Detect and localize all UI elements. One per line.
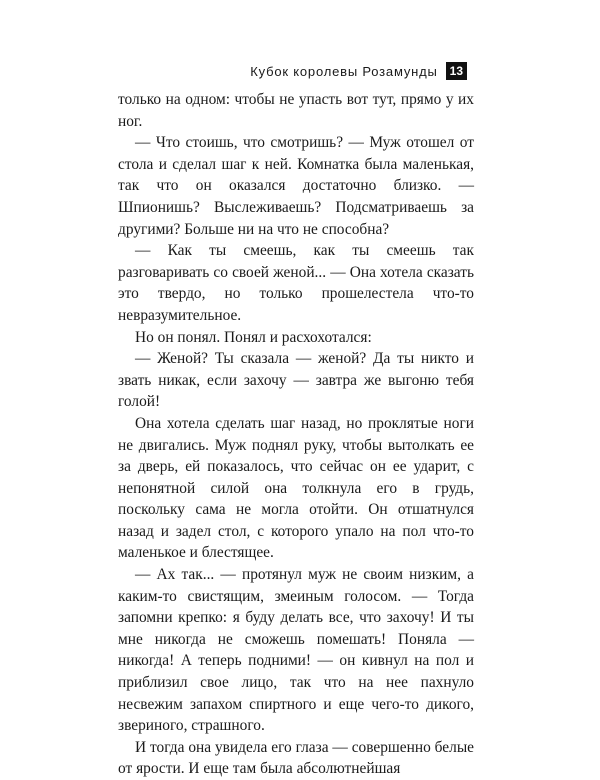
page-number: 13 <box>446 62 467 80</box>
paragraph: И тогда она увидела его глаза — совершенно белые от ярости. И еще там была абсолютнейшая <box>118 738 474 778</box>
paragraph: Но он понял. Понял и расхохотался: <box>135 328 372 346</box>
paragraph: — Как ты смеешь, как ты смеешь так разговаривать со своей женой... — Она хотела сказать это твердо, но только прошелестела что-то невразумительное. <box>118 242 474 324</box>
paragraph: только на одном: чтобы не упасть вот тут, прямо у их ног. <box>118 91 474 130</box>
paragraph: — Ах так... — протянул муж не своим низким, а каким-то свистящим, змеиным голосом. — Тогда запомни крепко: я буду делать все, что захочу! И ты мне никогда не сможешь помешать! Поняла — никогда! А теперь подними! — он кивнул на пол и приблизил свое лицо, так что на нее пахнуло несвежим запахом спиртного и еще чего-то дикого, звериного, страшного. <box>118 566 474 735</box>
body-text <box>118 89 474 780</box>
paragraph: — Женой? Ты сказала — женой? Да ты никто и звать никак, если захочу — завтра же выгоню тебя голой! <box>118 350 474 411</box>
running-title: Кубок королевы Розамунды <box>250 63 438 79</box>
paragraph: Она хотела сделать шаг назад, но проклятые ноги не двигались. Муж поднял руку, чтобы вытолкать ее за дверь, ей показалось, что сейчас он ее ударит, с непонятной силой она толкнула его в грудь, поскольку сама не могла отойти. Он отшатнулся назад и задел стол, с которого упало на пол что-то маленькое и блестящее. <box>118 414 474 562</box>
running-header <box>250 62 467 80</box>
paragraph: — Что стоишь, что смотришь? — Муж отошел от стола и сделал шаг к ней. Комнатка была маленькая, так что он оказался достаточно близко. — Шпионишь? Выслеживаешь? Подсматриваешь за другими? Больше ни на что не способна? <box>118 134 474 238</box>
